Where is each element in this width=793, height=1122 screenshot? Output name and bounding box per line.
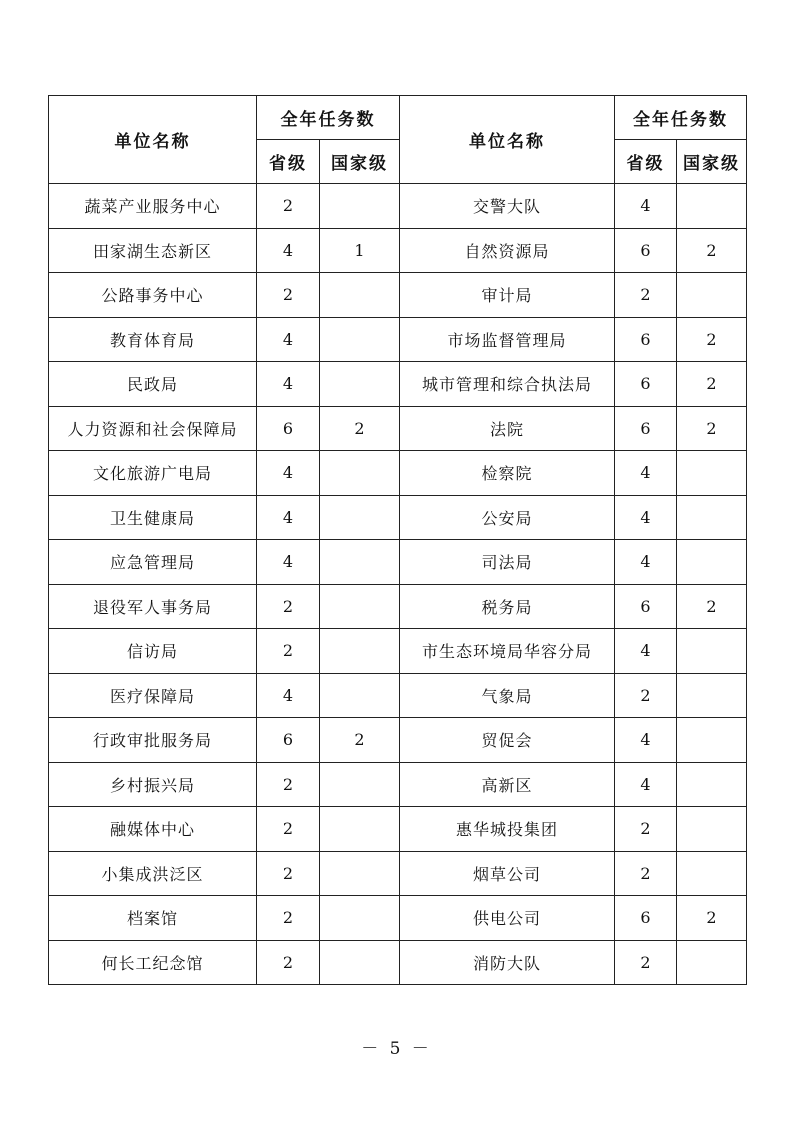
left-national-count — [320, 317, 400, 362]
right-national-count: 2 — [677, 896, 747, 941]
left-unit-name: 档案馆 — [49, 896, 257, 941]
left-provincial-count: 2 — [257, 629, 320, 674]
table-row — [49, 629, 747, 674]
left-unit-name: 民政局 — [49, 362, 257, 407]
left-national-count — [320, 540, 400, 585]
right-national-count: 2 — [677, 362, 747, 407]
left-provincial-count: 2 — [257, 940, 320, 985]
right-national-count — [677, 451, 747, 496]
header-provincial-right: 省级 — [615, 140, 677, 184]
header-row-top — [49, 96, 747, 140]
table-row — [49, 228, 747, 273]
left-provincial-count: 4 — [257, 540, 320, 585]
right-national-count: 2 — [677, 317, 747, 362]
right-national-count — [677, 718, 747, 763]
left-national-count — [320, 362, 400, 407]
right-unit-name: 惠华城投集团 — [400, 807, 615, 852]
header-unit-name-left: 单位名称 — [49, 96, 257, 184]
left-unit-name: 信访局 — [49, 629, 257, 674]
table-row — [49, 673, 747, 718]
header-annual-tasks-left: 全年任务数 — [257, 96, 400, 140]
left-national-count — [320, 584, 400, 629]
right-national-count — [677, 851, 747, 896]
left-national-count — [320, 451, 400, 496]
right-unit-name: 税务局 — [400, 584, 615, 629]
left-national-count: 2 — [320, 406, 400, 451]
table-row — [49, 851, 747, 896]
left-national-count — [320, 273, 400, 318]
table-row — [49, 762, 747, 807]
table-row — [49, 807, 747, 852]
left-unit-name: 蔬菜产业服务中心 — [49, 184, 257, 229]
right-provincial-count: 6 — [615, 896, 677, 941]
right-unit-name: 市生态环境局华容分局 — [400, 629, 615, 674]
left-unit-name: 退役军人事务局 — [49, 584, 257, 629]
right-unit-name: 交警大队 — [400, 184, 615, 229]
left-national-count — [320, 629, 400, 674]
right-national-count — [677, 184, 747, 229]
left-unit-name: 应急管理局 — [49, 540, 257, 585]
left-national-count: 2 — [320, 718, 400, 763]
left-unit-name: 融媒体中心 — [49, 807, 257, 852]
table-row — [49, 184, 747, 229]
right-national-count — [677, 673, 747, 718]
left-provincial-count: 4 — [257, 673, 320, 718]
left-national-count: 1 — [320, 228, 400, 273]
left-national-count — [320, 896, 400, 941]
left-provincial-count: 4 — [257, 228, 320, 273]
left-provincial-count: 2 — [257, 184, 320, 229]
right-provincial-count: 6 — [615, 406, 677, 451]
header-unit-name-right: 单位名称 — [400, 96, 615, 184]
table-row — [49, 940, 747, 985]
right-national-count — [677, 629, 747, 674]
right-provincial-count: 6 — [615, 317, 677, 362]
left-national-count — [320, 762, 400, 807]
table-row — [49, 406, 747, 451]
left-provincial-count: 4 — [257, 362, 320, 407]
header-national-right: 国家级 — [677, 140, 747, 184]
left-provincial-count: 4 — [257, 317, 320, 362]
left-unit-name: 行政审批服务局 — [49, 718, 257, 763]
left-provincial-count: 2 — [257, 851, 320, 896]
right-provincial-count: 4 — [615, 718, 677, 763]
left-national-count — [320, 807, 400, 852]
table-row — [49, 273, 747, 318]
table-row — [49, 362, 747, 407]
right-provincial-count: 4 — [615, 540, 677, 585]
left-provincial-count: 2 — [257, 762, 320, 807]
right-unit-name: 高新区 — [400, 762, 615, 807]
left-provincial-count: 6 — [257, 718, 320, 763]
table-row — [49, 317, 747, 362]
right-provincial-count: 4 — [615, 184, 677, 229]
right-national-count — [677, 807, 747, 852]
right-unit-name: 公安局 — [400, 495, 615, 540]
left-national-count — [320, 495, 400, 540]
right-provincial-count: 4 — [615, 762, 677, 807]
left-national-count — [320, 940, 400, 985]
right-provincial-count: 2 — [615, 273, 677, 318]
right-unit-name: 气象局 — [400, 673, 615, 718]
right-unit-name: 司法局 — [400, 540, 615, 585]
left-provincial-count: 2 — [257, 273, 320, 318]
right-unit-name: 贸促会 — [400, 718, 615, 763]
right-national-count — [677, 540, 747, 585]
left-unit-name: 田家湖生态新区 — [49, 228, 257, 273]
right-provincial-count: 6 — [615, 228, 677, 273]
left-provincial-count: 4 — [257, 495, 320, 540]
right-unit-name: 审计局 — [400, 273, 615, 318]
right-national-count — [677, 762, 747, 807]
right-national-count: 2 — [677, 228, 747, 273]
left-national-count — [320, 184, 400, 229]
table-row — [49, 495, 747, 540]
left-unit-name: 卫生健康局 — [49, 495, 257, 540]
right-unit-name: 消防大队 — [400, 940, 615, 985]
header-annual-tasks-right: 全年任务数 — [615, 96, 747, 140]
left-unit-name: 教育体育局 — [49, 317, 257, 362]
table-row — [49, 451, 747, 496]
left-provincial-count: 6 — [257, 406, 320, 451]
right-provincial-count: 2 — [615, 940, 677, 985]
right-provincial-count: 2 — [615, 807, 677, 852]
header-provincial-left: 省级 — [257, 140, 320, 184]
left-unit-name: 小集成洪泛区 — [49, 851, 257, 896]
left-unit-name: 乡村振兴局 — [49, 762, 257, 807]
right-unit-name: 法院 — [400, 406, 615, 451]
right-unit-name: 烟草公司 — [400, 851, 615, 896]
right-national-count: 2 — [677, 584, 747, 629]
left-provincial-count: 2 — [257, 807, 320, 852]
left-national-count — [320, 673, 400, 718]
annual-task-table — [48, 95, 747, 985]
right-provincial-count: 6 — [615, 584, 677, 629]
right-provincial-count: 6 — [615, 362, 677, 407]
right-unit-name: 市场监督管理局 — [400, 317, 615, 362]
table-row — [49, 584, 747, 629]
table-row — [49, 540, 747, 585]
table-row — [49, 896, 747, 941]
right-provincial-count: 4 — [615, 451, 677, 496]
left-provincial-count: 2 — [257, 896, 320, 941]
left-unit-name: 医疗保障局 — [49, 673, 257, 718]
right-provincial-count: 4 — [615, 495, 677, 540]
header-national-left: 国家级 — [320, 140, 400, 184]
right-national-count — [677, 273, 747, 318]
left-provincial-count: 2 — [257, 584, 320, 629]
right-national-count: 2 — [677, 406, 747, 451]
page-number: － 5 － — [361, 1039, 432, 1059]
left-unit-name: 何长工纪念馆 — [49, 940, 257, 985]
right-unit-name: 自然资源局 — [400, 228, 615, 273]
right-unit-name: 供电公司 — [400, 896, 615, 941]
left-unit-name: 人力资源和社会保障局 — [49, 406, 257, 451]
right-unit-name: 检察院 — [400, 451, 615, 496]
right-provincial-count: 2 — [615, 851, 677, 896]
table-row — [49, 718, 747, 763]
left-provincial-count: 4 — [257, 451, 320, 496]
right-unit-name: 城市管理和综合执法局 — [400, 362, 615, 407]
left-unit-name: 公路事务中心 — [49, 273, 257, 318]
left-national-count — [320, 851, 400, 896]
right-provincial-count: 2 — [615, 673, 677, 718]
right-national-count — [677, 940, 747, 985]
right-national-count — [677, 495, 747, 540]
right-provincial-count: 4 — [615, 629, 677, 674]
left-unit-name: 文化旅游广电局 — [49, 451, 257, 496]
